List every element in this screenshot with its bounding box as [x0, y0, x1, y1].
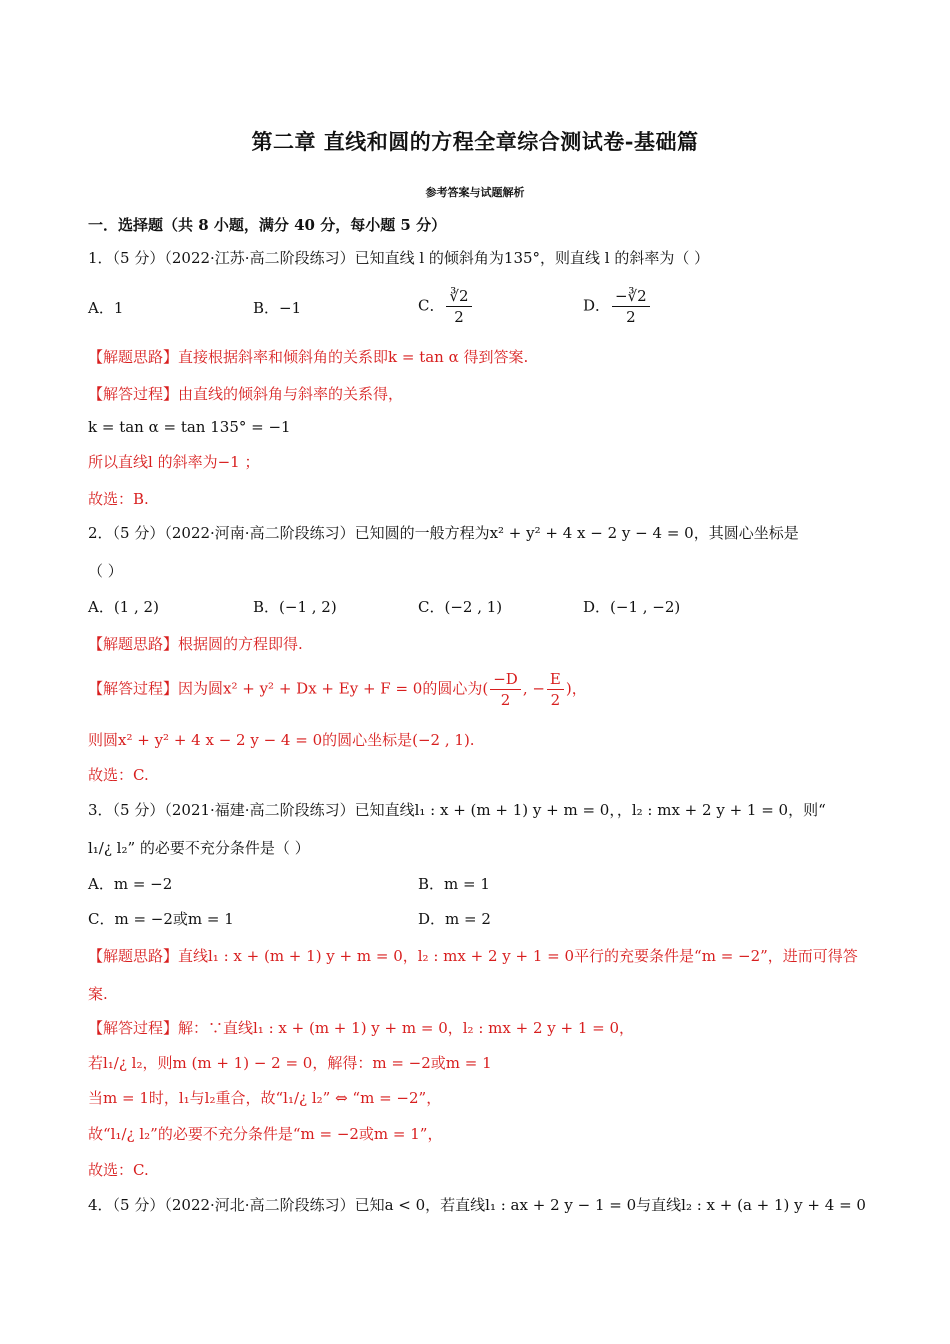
q2-fraction-d	[490, 669, 521, 710]
q1-solution-idea: 【解题思路】直接根据斜率和倾斜角的关系即k = tan α 得到答案.	[88, 348, 529, 366]
q1-option-d-num: −∛2	[612, 286, 650, 307]
q2-stem-paren: （ ）	[88, 562, 123, 580]
q3-solution-step-1: 若l₁/¿ l₂，则m (m + 1) − 2 = 0，解得：m = −2或m = 1	[88, 1054, 492, 1072]
q3-option-a: A．m = −2	[88, 875, 173, 893]
q2-fraction-e-num: E	[547, 669, 564, 690]
q2-answer: 故选：C.	[88, 766, 149, 784]
q1-option-b: B．−1	[253, 299, 302, 317]
q2-stem: 2．（5 分）（2022·河南·高二阶段练习）已知圆的一般方程为x² + y² + 4 x − 2 y − 4 = 0，其圆心坐标是	[88, 524, 799, 542]
q3-stem: 3．（5 分）（2021·福建·高二阶段练习）已知直线l₁ : x + (m + 1) y + m = 0，，l₂ : mx + 2 y + 1 = 0，则“	[88, 801, 826, 819]
q3-answer: 故选：C.	[88, 1161, 149, 1179]
q1-option-c-num: ∛2	[446, 286, 471, 307]
q3-option-c: C．m = −2或m = 1	[88, 910, 234, 928]
q3-stem-cont: l₁/¿ l₂” 的必要不充分条件是（ ）	[88, 839, 310, 857]
q2-fraction-d-num: −D	[490, 669, 521, 690]
q1-option-c-den: 2	[454, 308, 464, 326]
q2-process-text-b: )，	[565, 679, 587, 698]
q2-process-text-a: 【解答过程】因为圆x² + y² + Dx + Ey + F = 0的圆心为(	[88, 679, 489, 698]
q3-solution-step-3: 故“l₁/¿ l₂”的必要不充分条件是“m = −2或m = 1”，	[88, 1125, 443, 1143]
q2-option-a: A．(1 , 2)	[88, 598, 159, 616]
q2-solution-idea: 【解题思路】根据圆的方程即得.	[88, 635, 303, 653]
q1-option-c-fraction	[446, 286, 471, 327]
q1-option-d-den: 2	[626, 308, 636, 326]
q3-solution-process: 【解答过程】解：∵直线l₁ : x + (m + 1) y + m = 0，l₂ : mx + 2 y + 1 = 0，	[88, 1019, 635, 1037]
q2-solution-process	[88, 669, 587, 710]
q2-fraction-e	[547, 669, 564, 710]
q3-option-d: D．m = 2	[418, 910, 491, 928]
q4-stem: 4．（5 分）（2022·河北·高二阶段练习）已知a < 0，若直线l₁ : ax + 2 y − 1 = 0与直线l₂ : x + (a + 1) y + 4 = 0	[88, 1196, 866, 1214]
q2-solution-conclusion: 则圆x² + y² + 4 x − 2 y − 4 = 0的圆心坐标是(−2 , 1).	[88, 731, 475, 749]
q3-solution-idea-cont: 案.	[88, 985, 108, 1003]
q3-option-b: B．m = 1	[418, 875, 490, 893]
q1-option-a: A．1	[88, 299, 124, 317]
q3-solution-step-2: 当m = 1时，l₁与l₂重合，故“l₁/¿ l₂” ⇔ “m = −2”，	[88, 1089, 442, 1107]
q1-solution-equation: k = tan α = tan 135° = −1	[88, 418, 291, 436]
q2-option-c: C．(−2 , 1)	[418, 598, 503, 616]
q3-solution-idea: 【解题思路】直线l₁ : x + (m + 1) y + m = 0，l₂ : mx + 2 y + 1 = 0平行的充要条件是“m = −2”，进而可得答	[88, 947, 858, 965]
q1-option-c	[418, 286, 474, 327]
q1-option-c-label: C．	[418, 296, 445, 315]
q1-solution-conclusion: 所以直线l 的斜率为−1 ；	[88, 453, 260, 471]
page-title: 第二章 直线和圆的方程全章综合测试卷-基础篇	[251, 129, 699, 154]
q2-option-d: D．(−1 , −2)	[583, 598, 681, 616]
q2-option-b: B．(−1 , 2)	[253, 598, 337, 616]
q1-option-d-label: D．	[583, 296, 611, 315]
q2-process-text-mid: , −	[522, 679, 545, 698]
q1-option-d	[583, 286, 652, 327]
q1-option-d-fraction	[612, 286, 650, 327]
page-subtitle: 参考答案与试题解析	[425, 186, 525, 199]
q1-solution-process: 【解答过程】由直线的倾斜角与斜率的关系得，	[88, 385, 404, 403]
q2-fraction-d-den: 2	[500, 691, 511, 709]
section-heading: 一．选择题（共 8 小题，满分 40 分，每小题 5 分）	[88, 216, 447, 234]
q1-stem: 1．（5 分）（2022·江苏·高二阶段练习）已知直线 l 的倾斜角为135°，则直线 l 的斜率为（ ）	[88, 249, 710, 267]
q1-answer: 故选：B.	[88, 490, 149, 508]
q2-fraction-e-den: 2	[550, 691, 561, 709]
